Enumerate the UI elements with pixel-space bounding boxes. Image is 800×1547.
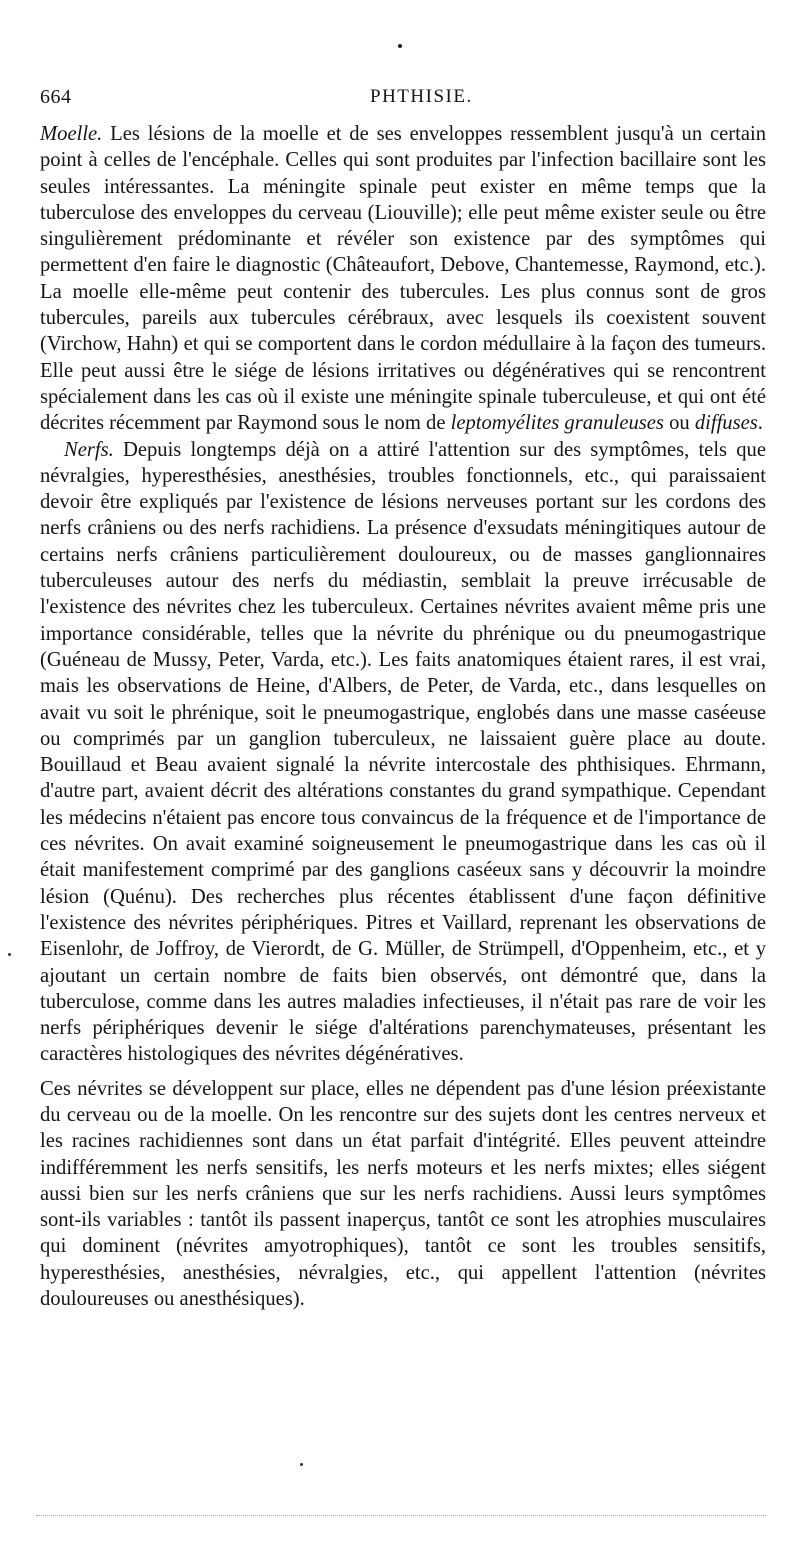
page-number: 664: [40, 86, 72, 108]
paragraph-moelle: [40, 121, 766, 437]
paragraph-text: .: [757, 412, 763, 435]
paragraph-ces-nevrites: [40, 1076, 766, 1313]
section-lead-nerfs: Nerfs.: [64, 438, 114, 461]
margin-speck: [8, 953, 11, 956]
printer-mark: [398, 44, 402, 48]
emphasis-term: diffuses: [694, 412, 758, 435]
running-title: PHTHISIE.: [370, 86, 473, 107]
section-lead-moelle: Moelle.: [40, 123, 103, 145]
paragraph-nerfs: [40, 437, 766, 1068]
paragraph-text: Depuis longtemps déjà on a attiré l'attention sur des symptômes, tels que névralgies, hyperesthésies, anesthésies, troubles fonctionnels, etc., qui paraissaient devoir être expliqués par l'existence de lésions nerveuses portant sur les cordons des nerfs crâniens ou des nerfs rachidiens. La présence d'exsudats méningitiques autour de certains nerfs crâniens particulièrement douloureux, ou de masses ganglionnaires tuberculeuses autour des nerfs du médiastin, semblait la preuve irrécusable de l'existence des névrites chez les tuberculeux. Certaines névrites avaient même pris une importance considérable, telles que la névrite du phrénique ou du pneumogastrique (Guéneau de Mussy, Peter, Varda, etc.). Les faits anatomiques étaient rares, il est vrai, mais les observations de Heine, d'Albers, de Peter, de Varda, etc., dans lesquelles on avait vu soit le phrénique, soit le pneumogastrique, englobés dans une masse caséeuse ou comprimés par un ganglion tuberculeux, ne laissaient guère place au doute. Bouillaud et Beau avaient signalé la névrite intercostale des phthisiques. Ehrmann, d'autre part, avaient décrit des altérations constantes du grand sympathique. Cependant les médecins n'étaient pas encore tous convaincus de la fréquence et de l'importance de ces névrites. On avait examiné soigneusement le pneumogastrique dans les cas où il était manifestement comprimé par des ganglions caséeux sans y découvrir la moindre lésion (Quénu). Des recherches plus récentes établissent d'une façon définitive l'existence des névrites périphériques. Pitres et Vaillard, reprenant les observations de Eisenlohr, de Joffroy, de Vierordt, de G. Müller, de Strümpell, d'Oppenheim, etc., et y ajoutant un certain nombre de faits bien observés, ont démontré que, dans la tuberculose, comme dans les autres maladies infectieuses, il n'était pas rare de voir les nerfs périphériques devenir le siége d'altérations parenchymateuses, présentant les caractères histologiques des névrites dégénératives.: [40, 438, 766, 1066]
margin-speck: [300, 1463, 303, 1466]
bottom-bleed-line: [36, 1515, 766, 1516]
running-head: [36, 86, 764, 114]
body-text: [40, 121, 766, 1312]
emphasis-term: leptomyélites granuleuses: [450, 412, 664, 435]
paragraph-text: Les lésions de la moelle et de ses enveloppes ressemblent jusqu'à un certain point à celles de l'encéphale. Celles qui sont produites par l'infection bacillaire sont les seules intéressantes. La méningite spinale peut exister en même temps que la tuberculose des enveloppes du cerveau (Liouville); elle peut même exister seule ou être singulièrement prédominante et révéler son existence par des symptômes qui permettent d'en faire le diagnostic (Châteaufort, Debove, Chantemesse, Raymond, etc.). La moelle elle-même peut contenir des tubercules. Les plus connus sont de gros tubercules, pareils aux tubercules cérébraux, avec lesquels ils coexistent souvent (Virchow, Hahn) et qui se comportent dans le cordon médullaire à la façon des tumeurs. Elle peut aussi être le siége de lésions irritatives ou dégénératives qui se rencontrent spécialement dans les cas où il existe une méningite spinale tuberculeuse, et qui ont été décrites récemment par Raymond sous le nom de: [40, 123, 766, 435]
paragraph-text: Ces névrites se développent sur place, elles ne dépendent pas d'une lésion préexistante du cerveau ou de la moelle. On les rencontre sur des sujets dont les centres nerveux et les racines rachidiennes sont dans un état parfait d'intégrité. Elles peuvent atteindre indifféremment les nerfs sensitifs, les nerfs moteurs et les nerfs mixtes; elles siégent aussi bien sur les nerfs crâniens que sur les nerfs rachidiens. Aussi leurs symptômes sont-ils variables : tantôt ils passent inaperçus, tantôt ce sont les atrophies musculaires qui dominent (névrites amyotrophiques), tantôt ce sont les troubles sensitifs, hyperesthésies, anesthésies, névralgies, etc., qui appellent l'attention (névrites douloureuses ou anesthésiques).: [40, 1077, 766, 1311]
paragraph-text: ou: [663, 412, 695, 435]
